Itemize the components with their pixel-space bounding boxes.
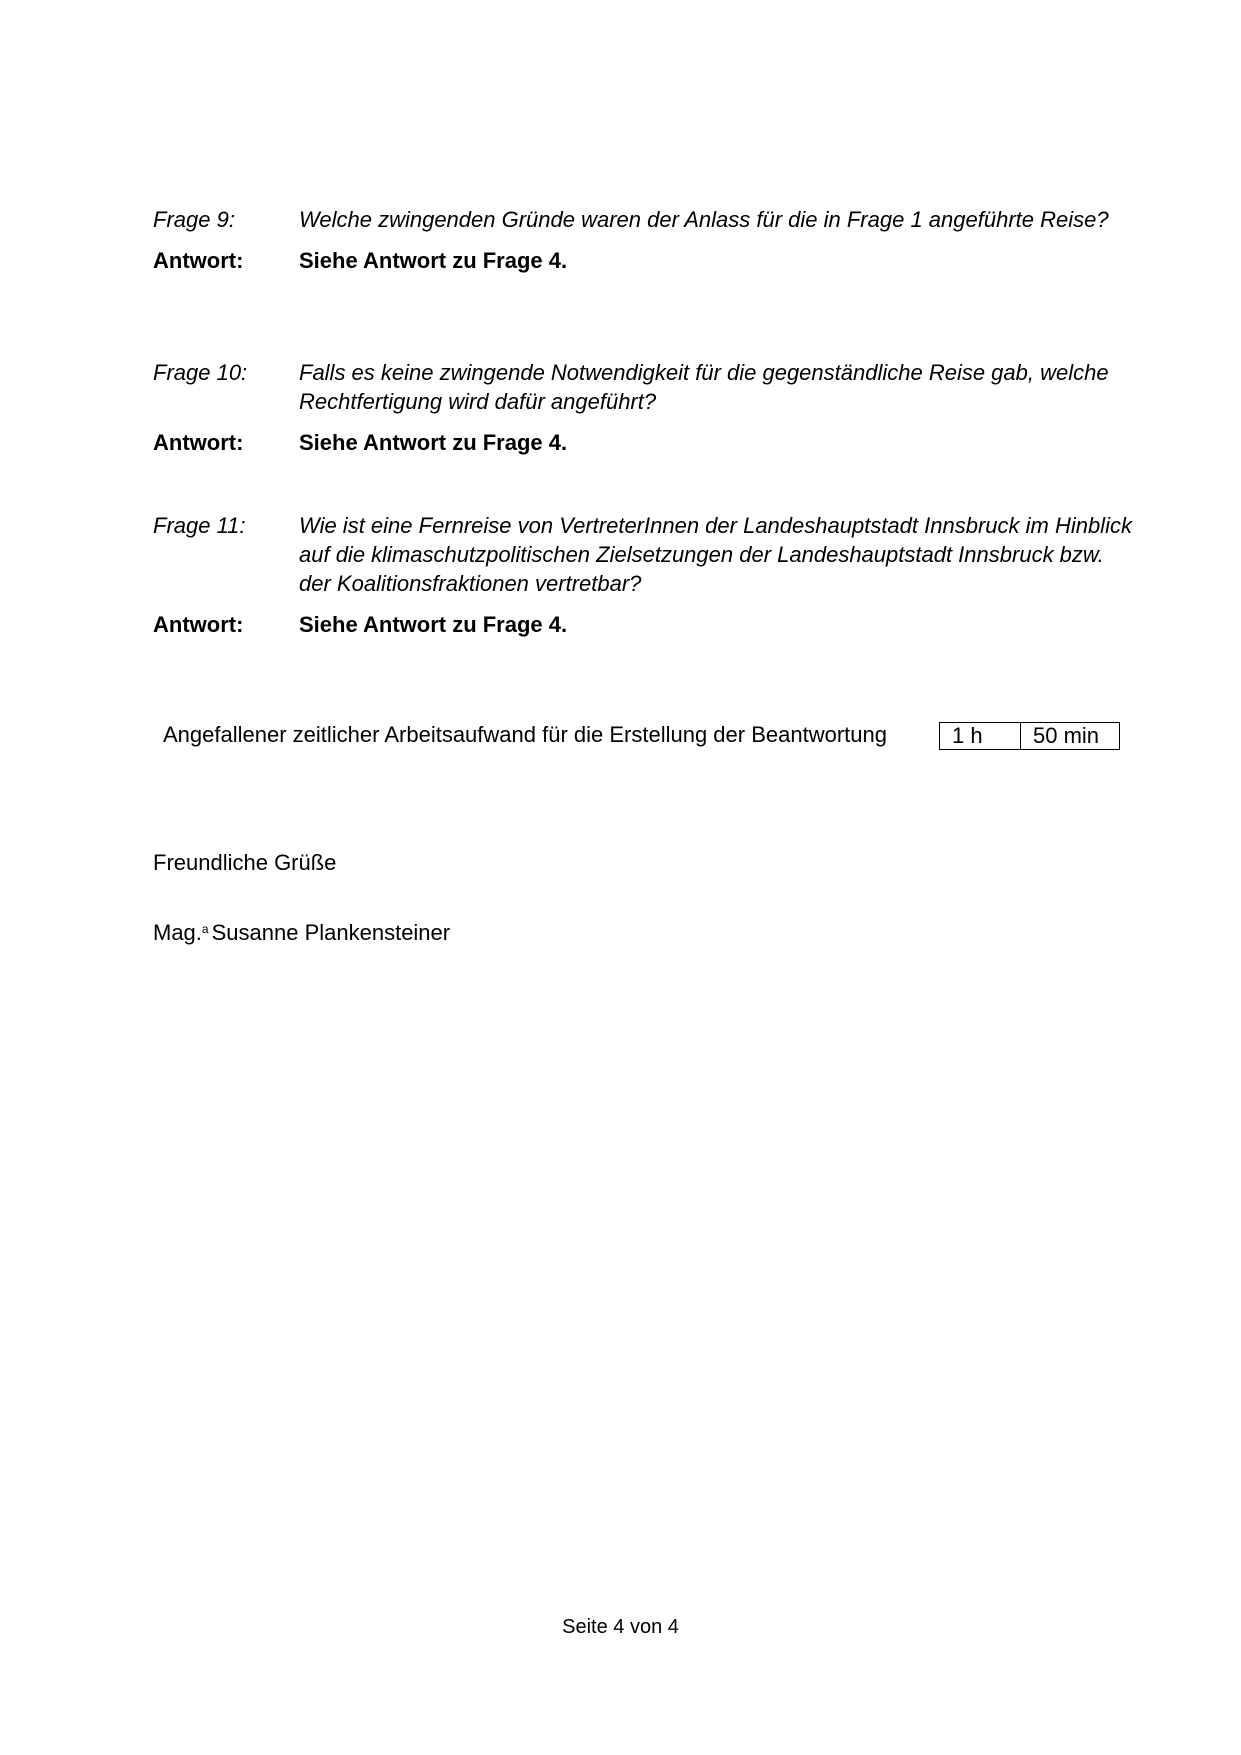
qa-block-10	[153, 358, 1133, 457]
page-number: Seite 4 von 4	[562, 1616, 679, 1638]
closing-greeting: Freundliche Grüße	[153, 850, 337, 875]
signature-line	[153, 919, 450, 947]
answer-row	[153, 428, 1133, 457]
answer-row	[153, 246, 1133, 275]
answer-row	[153, 610, 1133, 639]
effort-hours: 1 h	[940, 723, 1021, 749]
question-label: Frage 9:	[153, 207, 235, 232]
answer-text: Siehe Antwort zu Frage 4.	[299, 248, 568, 273]
signer-name: Susanne Plankensteiner	[211, 920, 451, 945]
question-label: Frage 10:	[153, 360, 248, 385]
qa-block-11	[153, 511, 1133, 639]
answer-text: Siehe Antwort zu Frage 4.	[299, 430, 568, 455]
academic-title: Mag.	[153, 920, 202, 945]
effort-minutes: 50 min	[1033, 723, 1100, 748]
answer-text: Siehe Antwort zu Frage 4.	[299, 612, 568, 637]
question-text: Falls es keine zwingende Notwendigkeit für die gegenständliche Reise gab, welche Rechtfertigung wird dafür angeführt?	[299, 360, 1109, 414]
question-label: Frage 11:	[153, 513, 246, 538]
effort-table	[939, 722, 1120, 750]
question-text: Wie ist eine Fernreise von VertreterInnen der Landeshauptstadt Innsbruck im Hinblick auf die klimaschutzpolitischen Zielsetzungen der Landeshauptstadt Innsbruck bzw. der Koalitionsfraktionen vertretbar?	[299, 513, 1132, 596]
qa-block-9	[153, 205, 1133, 275]
answer-label: Antwort:	[153, 430, 244, 455]
effort-label: Angefallener zeitlicher Arbeitsaufwand für die Erstellung der Beantwortung	[163, 722, 887, 747]
answer-label: Antwort:	[153, 248, 244, 273]
effort-row	[163, 721, 1123, 749]
academic-title-suffix: a	[201, 922, 209, 936]
question-row	[153, 205, 1133, 234]
question-row	[153, 358, 1133, 416]
question-text: Welche zwingenden Gründe waren der Anlass für die in Frage 1 angeführte Reise?	[299, 207, 1109, 232]
answer-label: Antwort:	[153, 612, 244, 637]
question-row	[153, 511, 1133, 598]
